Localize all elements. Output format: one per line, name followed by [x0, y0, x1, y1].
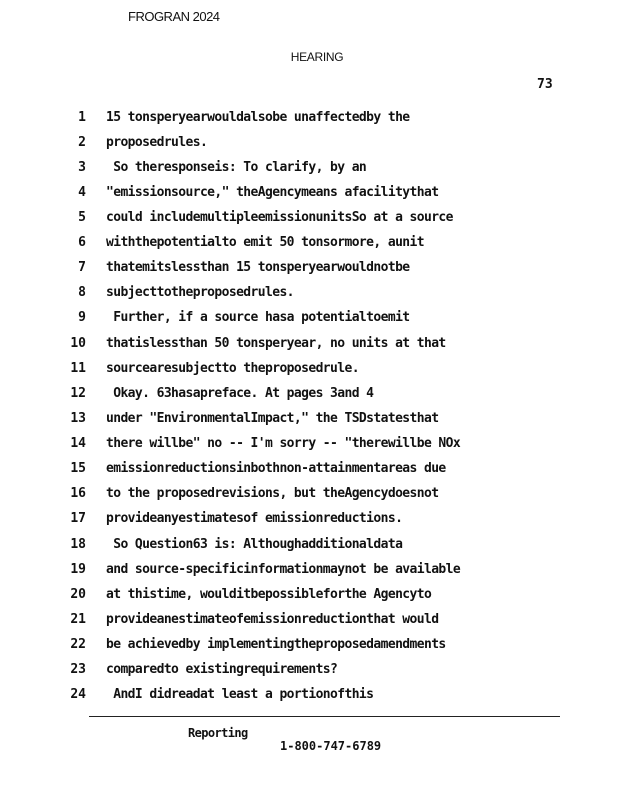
- line-number: 16: [70, 486, 86, 501]
- line-text: So theresponseis: To clarify, by an: [106, 160, 367, 175]
- transcript-line: [0, 185, 618, 207]
- line-number: 2: [78, 135, 86, 150]
- line-text: provideanyestimatesof emissionreductions.: [106, 511, 403, 526]
- transcript-line: [0, 210, 618, 232]
- line-number: 12: [70, 386, 86, 401]
- transcript-line: [0, 260, 618, 282]
- transcript-line: [0, 436, 618, 458]
- transcript-line: [0, 160, 618, 182]
- transcript-line: [0, 386, 618, 408]
- line-number: 8: [78, 285, 86, 300]
- line-text: thatemitslessthan 15 tonsperyearwouldnotbe: [106, 260, 410, 275]
- line-number: 20: [70, 587, 86, 602]
- line-number: 13: [70, 411, 86, 426]
- line-text: Further, if a source hasa potentialtoemit: [106, 310, 410, 325]
- line-number: 4: [78, 185, 86, 200]
- line-number: 6: [78, 235, 86, 250]
- line-text: at thistime, woulditbepossibleforthe Agencyto: [106, 587, 432, 602]
- transcript-line: [0, 361, 618, 383]
- line-number: 15: [70, 461, 86, 476]
- line-text: and source-specificinformationmaynot be available: [106, 562, 461, 577]
- page-title: HEARING: [290, 50, 344, 64]
- line-text: provideanestimateofemissionreductionthat would: [106, 612, 439, 627]
- transcript-line: [0, 110, 618, 132]
- line-text: So Question63 is: Althoughadditionaldata: [106, 537, 403, 552]
- line-number: 17: [70, 511, 86, 526]
- transcript-line: [0, 285, 618, 307]
- line-text: could includemultipleemissionunitsSo at a source: [106, 210, 453, 225]
- line-text: comparedto existingrequirements?: [106, 662, 338, 677]
- line-text: proposedrules.: [106, 135, 208, 150]
- transcript-line: [0, 461, 618, 483]
- line-number: 1: [78, 110, 86, 125]
- line-number: 23: [70, 662, 86, 677]
- line-number: 19: [70, 562, 86, 577]
- line-number: 22: [70, 637, 86, 652]
- line-number: 11: [70, 361, 86, 376]
- header-date: FROGRAN 2024: [128, 9, 220, 24]
- line-number: 3: [78, 160, 86, 175]
- transcript-line: [0, 537, 618, 559]
- transcript-line: [0, 411, 618, 433]
- line-text: "emissionsource," theAgencymeans afacilitythat: [106, 185, 439, 200]
- line-text: there willbe" no -- I'm sorry -- "therewillbe NOx: [106, 436, 461, 451]
- line-number: 14: [70, 436, 86, 451]
- line-number: 18: [70, 537, 86, 552]
- line-number: 7: [78, 260, 86, 275]
- line-text: be achievedby implementingtheproposedamendments: [106, 637, 446, 652]
- transcript-line: [0, 310, 618, 332]
- transcript-line: [0, 637, 618, 659]
- line-number: 5: [78, 210, 86, 225]
- transcript-line: [0, 612, 618, 634]
- transcript-line: [0, 587, 618, 609]
- footer-phone-number: 1-800-747-6789: [280, 739, 382, 753]
- transcript-line: [0, 511, 618, 533]
- line-number: 21: [70, 612, 86, 627]
- transcript-line: [0, 135, 618, 157]
- footer-company-name: Reporting: [188, 726, 248, 740]
- line-text: 15 tonsperyearwouldalsobe unaffectedby the: [106, 110, 410, 125]
- footer-divider: [89, 716, 560, 717]
- line-number: 24: [70, 687, 86, 702]
- page-number: 73: [537, 77, 553, 92]
- line-text: under "EnvironmentalImpact," the TSDstatesthat: [106, 411, 439, 426]
- line-text: AndI didreadat least a portionofthis: [106, 687, 374, 702]
- transcript-line: [0, 562, 618, 584]
- transcript-line: [0, 235, 618, 257]
- line-text: thatislessthan 50 tonsperyear, no units at that: [106, 336, 446, 351]
- line-text: Okay. 63hasapreface. At pages 3and 4: [106, 386, 374, 401]
- line-text: to the proposedrevisions, but theAgencydoesnot: [106, 486, 439, 501]
- line-number: 10: [70, 336, 86, 351]
- transcript-line: [0, 336, 618, 358]
- line-number: 9: [78, 310, 86, 325]
- line-text: emissionreductionsinbothnon-attainmentareas due: [106, 461, 446, 476]
- transcript-line: [0, 687, 618, 709]
- transcript-line: [0, 486, 618, 508]
- line-text: sourcearesubjectto theproposedrule.: [106, 361, 359, 376]
- transcript-line: [0, 662, 618, 684]
- line-text: subjecttotheproposedrules.: [106, 285, 294, 300]
- line-text: withthepotentialto emit 50 tonsormore, aunit: [106, 235, 424, 250]
